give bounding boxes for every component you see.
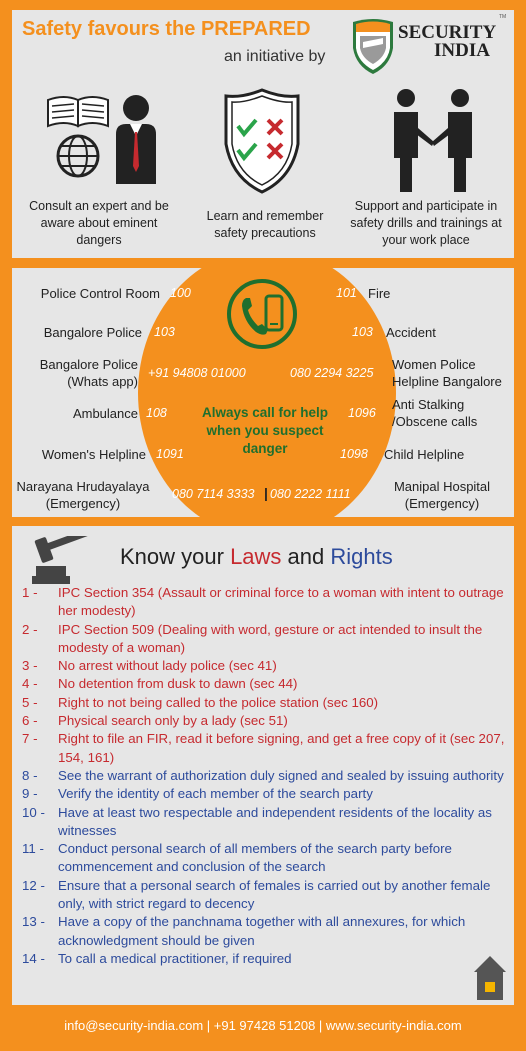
label-child-helpline: Child Helpline bbox=[384, 447, 465, 462]
expert-icon bbox=[42, 92, 162, 187]
law-item bbox=[18, 913, 508, 950]
laws-heading bbox=[120, 544, 393, 570]
number-women-police-helpline[interactable]: 080 2294 3225 bbox=[290, 366, 374, 380]
number-fire[interactable]: 101 bbox=[336, 286, 357, 300]
prepared-panel bbox=[12, 10, 514, 258]
law-item bbox=[18, 877, 508, 914]
laws-panel bbox=[12, 526, 514, 1005]
law-item bbox=[18, 675, 508, 693]
number-anti-stalking[interactable]: 1096 bbox=[348, 406, 376, 420]
number-accident[interactable]: 103 bbox=[352, 325, 373, 339]
number-manipal-hospital[interactable]: 080 2222 1111 bbox=[270, 487, 351, 501]
law-text: See the warrant of authorization duly signed and sealed by issuing authority bbox=[58, 767, 504, 783]
number-police-control-room[interactable]: 100 bbox=[170, 286, 191, 300]
separator: | bbox=[264, 485, 268, 501]
law-item bbox=[18, 584, 508, 621]
label-fire: Fire bbox=[368, 286, 391, 301]
home-icon[interactable] bbox=[472, 954, 508, 1002]
law-item bbox=[18, 694, 508, 712]
trademark: TM bbox=[499, 14, 507, 20]
law-number: 6 - bbox=[22, 713, 38, 729]
law-text: Verify the identity of each member of the search party bbox=[58, 786, 373, 802]
logo-line1: SECURITY bbox=[398, 22, 497, 43]
law-item bbox=[18, 767, 508, 785]
law-item bbox=[18, 950, 508, 968]
checklist-shield-icon bbox=[222, 86, 302, 196]
law-text: To call a medical practitioner, if required bbox=[58, 950, 292, 966]
heading-rights: Rights bbox=[330, 544, 393, 569]
law-number: 10 - bbox=[22, 804, 45, 820]
handshake-icon bbox=[388, 88, 478, 194]
emergency-numbers-panel bbox=[12, 268, 514, 517]
law-number: 3 - bbox=[22, 658, 38, 674]
gavel-icon bbox=[32, 536, 112, 586]
law-text: No detention from dusk to dawn (sec 44) bbox=[58, 676, 298, 692]
security-india-logo bbox=[398, 24, 496, 60]
law-number: 9 - bbox=[22, 786, 38, 802]
laws-list bbox=[18, 584, 508, 968]
law-item bbox=[18, 804, 508, 841]
law-number: 13 - bbox=[22, 914, 45, 930]
law-text: Conduct personal search of all members of the search party before commencement and conclusion of the search bbox=[58, 841, 452, 875]
label-accident: Accident bbox=[386, 325, 436, 340]
number-bangalore-police-whatsapp[interactable]: +91 94808 01000 bbox=[148, 366, 246, 380]
number-bangalore-police[interactable]: 103 bbox=[154, 325, 175, 339]
number-womens-helpline[interactable]: 1091 bbox=[156, 447, 184, 461]
law-number: 1 - bbox=[22, 585, 38, 600]
number-child-helpline[interactable]: 1098 bbox=[340, 447, 368, 461]
law-item bbox=[18, 840, 508, 877]
always-call-text: Always call for help when you suspect danger bbox=[201, 405, 329, 456]
footer-contact: info@security-india.com | +91 97428 51208 | www.security-india.com bbox=[64, 1018, 462, 1033]
law-number: 2 - bbox=[22, 621, 38, 637]
law-number: 4 - bbox=[22, 676, 38, 692]
label-womens-helpline: Women's Helpline bbox=[41, 447, 146, 462]
law-text: No arrest without lady police (sec 41) bbox=[58, 658, 277, 674]
law-text: Ensure that a personal search of females is carried out by another female only, with strict regard to decency bbox=[58, 877, 491, 912]
label-narayana-hrudayalaya: Narayana Hrudayalaya (Emergency) bbox=[16, 479, 150, 511]
law-text: IPC Section 509 (Dealing with word, gesture or act intended to insult the modesty of a woman) bbox=[58, 621, 483, 655]
heading-prefix: Know your bbox=[120, 544, 231, 569]
law-text: Have a copy of the panchnama together with all annexures, for which acknowledgment should be given bbox=[58, 914, 466, 948]
law-number: 11 - bbox=[22, 841, 44, 857]
law-text: Right to not being called to the police station (sec 160) bbox=[58, 694, 379, 710]
law-number: 5 - bbox=[22, 694, 38, 710]
phone-icon bbox=[226, 278, 298, 350]
tip-caption-1: Consult an expert and be aware about eminent dangers bbox=[29, 199, 169, 247]
number-narayana-hrudayalaya[interactable]: 080 7114 3333 bbox=[172, 487, 255, 501]
law-number: 14 - bbox=[22, 950, 45, 966]
law-number: 12 - bbox=[22, 877, 45, 893]
law-item bbox=[18, 712, 508, 730]
law-number: 8 - bbox=[22, 767, 38, 783]
law-text: Have at least two respectable and independent residents of the locality as witnesses bbox=[58, 804, 492, 838]
label-anti-stalking: Anti Stalking /Obscene calls bbox=[392, 397, 478, 429]
tip-caption-2: Learn and remember safety precautions bbox=[206, 209, 324, 240]
law-item bbox=[18, 657, 508, 675]
label-bangalore-police-whatsapp: Bangalore Police (Whats app) bbox=[39, 357, 138, 389]
page-title: Safety favours the PREPARED bbox=[22, 18, 311, 40]
initiative-subtitle: an initiative by bbox=[224, 48, 326, 65]
security-india-shield-icon bbox=[350, 18, 396, 76]
law-text: Right to file an FIR, read it before signing, and get a free copy of it (sec 207, 154, 161) bbox=[58, 731, 505, 765]
number-ambulance[interactable]: 108 bbox=[146, 406, 167, 420]
law-text: IPC Section 354 (Assault or criminal force to a woman with intent to outrage her modesty) bbox=[58, 585, 504, 619]
label-bangalore-police: Bangalore Police bbox=[43, 325, 142, 340]
label-manipal-hospital: Manipal Hospital (Emergency) bbox=[393, 479, 491, 511]
law-text: Physical search only by a lady (sec 51) bbox=[58, 713, 288, 729]
label-women-police-helpline: Women Police Helpline Bangalore bbox=[392, 357, 502, 389]
heading-laws: Laws bbox=[230, 544, 282, 569]
tip-caption-3: Support and participate in safety drills and trainings at your work place bbox=[350, 199, 502, 247]
label-police-control-room: Police Control Room bbox=[40, 286, 160, 301]
label-ambulance: Ambulance bbox=[72, 406, 138, 421]
heading-and: and bbox=[281, 544, 331, 569]
law-item bbox=[18, 785, 508, 803]
law-item bbox=[18, 621, 508, 658]
law-item bbox=[18, 730, 508, 767]
logo-line2: INDIA bbox=[434, 40, 490, 61]
law-number: 7 - bbox=[22, 731, 38, 747]
